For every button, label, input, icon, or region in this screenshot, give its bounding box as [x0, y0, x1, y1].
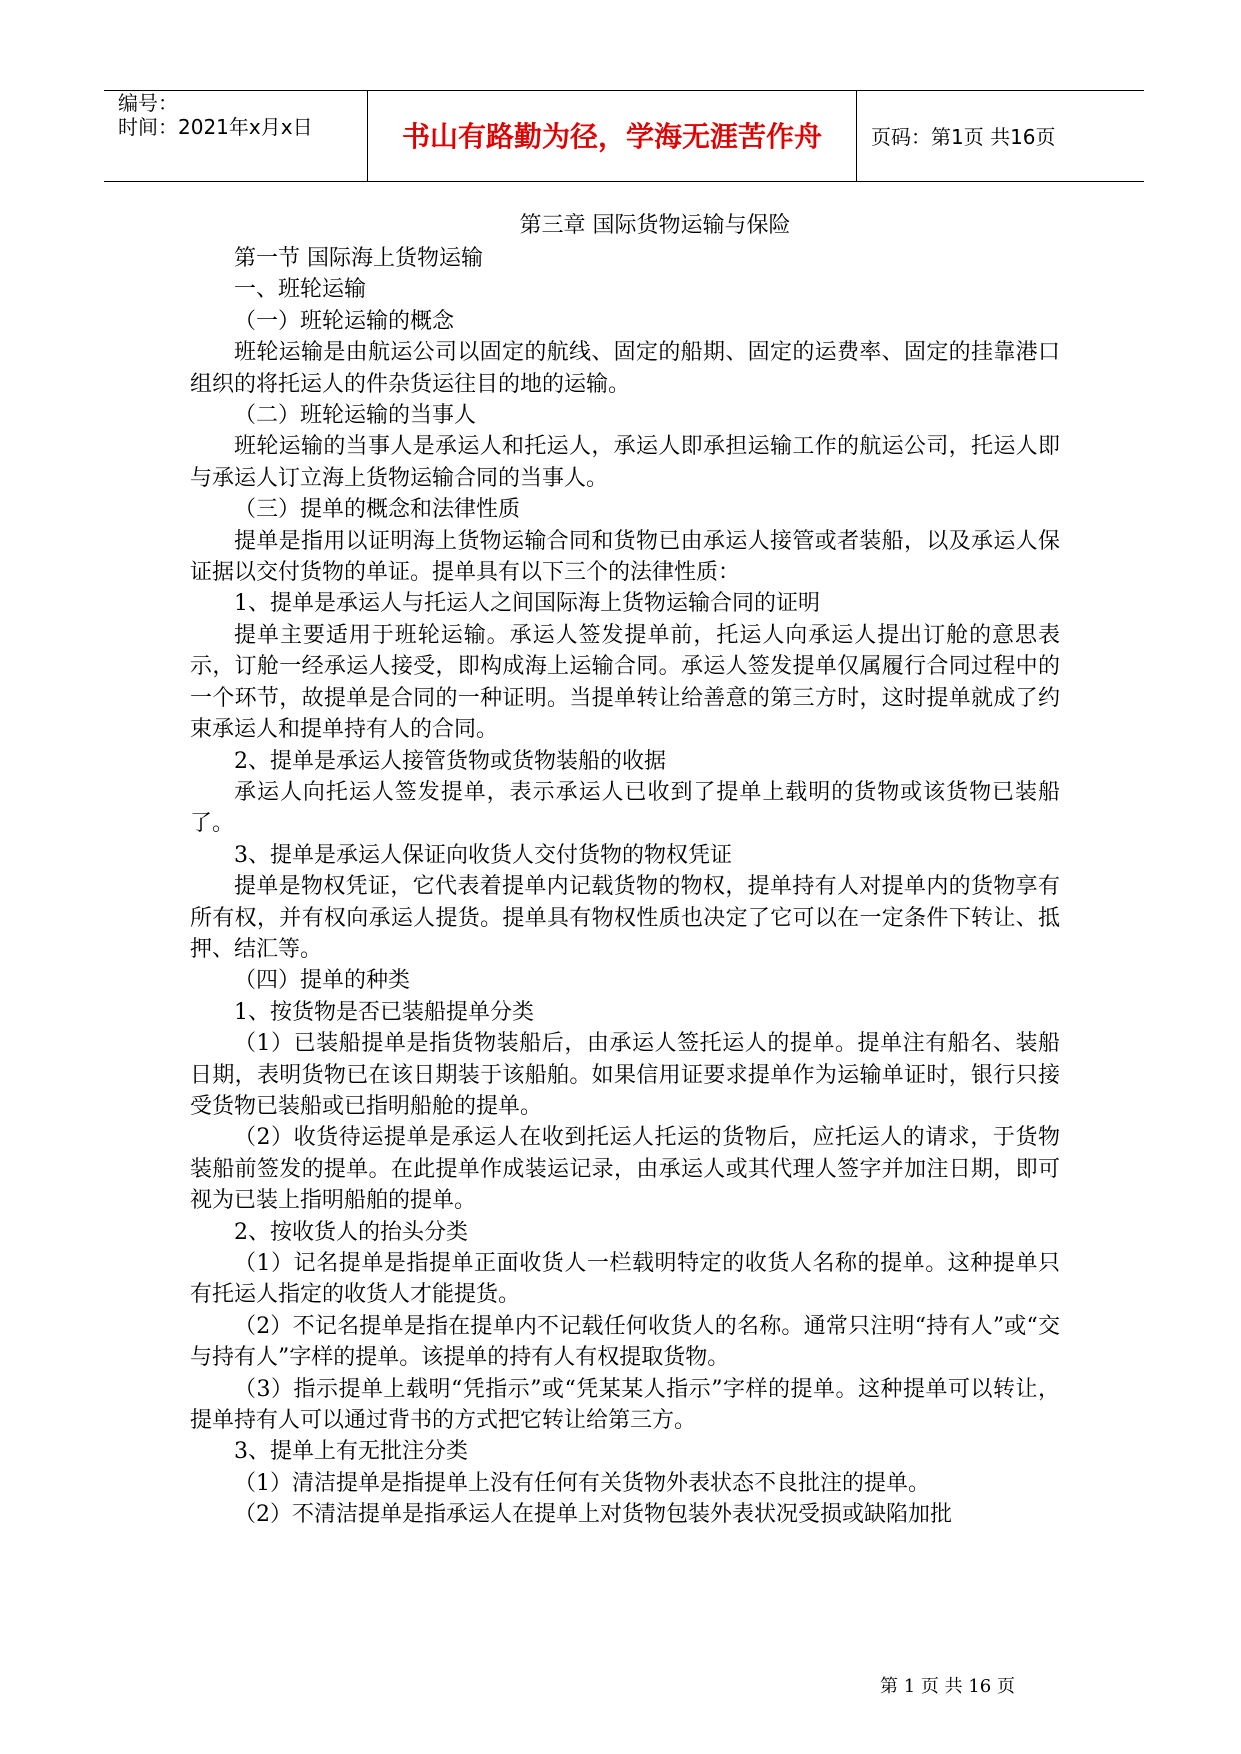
section-heading: （一）班轮运输的概念 — [234, 308, 455, 334]
page-footer: 第 1 页 共 16 页 — [880, 1676, 1015, 1697]
section-heading: 1、提单是承运人与托运人之间国际海上货物运输合同的证明 — [234, 591, 820, 617]
header-left-cell — [104, 91, 368, 181]
body-paragraph: 提单主要适用于班轮运输。承运人签发提单前，托运人向承运人提出订舱的意思表示，订舱一经承运人接受，即构成海上运输合同。承运人签发提单仅属履行合同过程中的一个环节，故提单是合同的一种证明。当提单转让给善意的第三方时，这时提单就成了约束承运人和提单持有人的合同。 — [190, 622, 1060, 743]
section-heading: 一、班轮运输 — [234, 277, 367, 303]
body-paragraph: 班轮运输是由航运公司以固定的航线、固定的船期、固定的运费率、固定的挂靠港口组织的将托运人的件杂货运往目的地的运输。 — [190, 340, 1060, 397]
section-heading: （四）提单的种类 — [234, 968, 411, 994]
page-header — [104, 90, 1144, 182]
paragraph-list — [190, 243, 1060, 1531]
section-heading: 第一节 国际海上货物运输 — [234, 246, 483, 271]
body-paragraph: 承运人向托运人签发提单，表示承运人已收到了提单上载明的货物或该货物已装船了。 — [190, 779, 1060, 837]
body-paragraph: 提单是指用以证明海上货物运输合同和货物已由承运人接管或者装船，以及承运人保证据以交付货物的单证。提单具有以下三个的法律性质： — [190, 528, 1060, 586]
body-paragraph: （1）清洁提单是指提单上没有任何有关货物外表状态不良批注的提单。 — [234, 1470, 930, 1496]
section-heading: 3、提单是承运人保证向收货人交付货物的物权凭证 — [234, 842, 732, 868]
header-page-info: 页码：第1页 共16页 — [871, 125, 1056, 149]
body-paragraph: 班轮运输的当事人是承运人和托运人，承运人即承担运输工作的航运公司，托运人即与承运人订立海上货物运输合同的当事人。 — [190, 434, 1060, 491]
document-body — [190, 210, 1060, 1531]
document-number-label: 编号： — [118, 91, 178, 115]
header-middle-cell — [368, 91, 857, 181]
body-paragraph: （1）已装船提单是指货物装船后，由承运人签托运人的提单。提单注有船名、装船日期，表明货物已在该日期装于该船舶。如果信用证要求提单作为运输单证时，银行只接受货物已装船或已指明船舱的提单。 — [190, 1031, 1060, 1119]
body-paragraph: 提单是物权凭证，它代表着提单内记载货物的物权，提单持有人对提单内的货物享有所有权，并有权向承运人提货。提单具有物权性质也决定了它可以在一定条件下转让、抵押、结汇等。 — [190, 874, 1060, 962]
chapter-title: 第三章 国际货物运输与保险 — [519, 213, 791, 238]
body-paragraph: （2）不记名提单是指在提单内不记载任何收货人的名称。通常只注明“持有人”或“交与持有人”字样的提单。该提单的持有人有权提取货物。 — [190, 1313, 1060, 1371]
body-paragraph: （2）收货待运提单是承运人在收到托运人托运的货物后，应托运人的请求，于货物装船前签发的提单。在此提单作成装运记录，由承运人或其代理人签字并加注日期，即可视为已装上指明船舶的提单。 — [190, 1125, 1060, 1214]
body-paragraph: （2）不清洁提单是指承运人在提单上对货物包装外表状况受损或缺陷加批 — [234, 1502, 952, 1528]
section-heading: 3、提单上有无批注分类 — [234, 1439, 468, 1465]
section-heading: 2、提单是承运人接管货物或货物装船的收据 — [234, 748, 666, 774]
header-motto: 书山有路勤为径，学海无涯苦作舟 — [401, 120, 822, 153]
header-right-cell — [857, 91, 1144, 181]
body-paragraph: （1）记名提单是指提单正面收货人一栏载明特定的收货人名称的提单。这种提单只有托运人指定的收货人才能提货。 — [190, 1251, 1060, 1308]
document-time-label: 时间：2021年x月x日 — [118, 115, 313, 139]
section-heading: （二）班轮运输的当事人 — [234, 403, 477, 429]
body-paragraph: （3）指示提单上载明“凭指示”或“凭某某人指示”字样的提单。这种提单可以转让，提单持有人可以通过背书的方式把它转让给第三方。 — [190, 1376, 1060, 1434]
section-heading: 2、按收货人的抬头分类 — [234, 1219, 468, 1245]
section-heading: 1、按货物是否已装船提单分类 — [234, 999, 534, 1025]
section-heading: （三）提单的概念和法律性质 — [234, 497, 521, 523]
